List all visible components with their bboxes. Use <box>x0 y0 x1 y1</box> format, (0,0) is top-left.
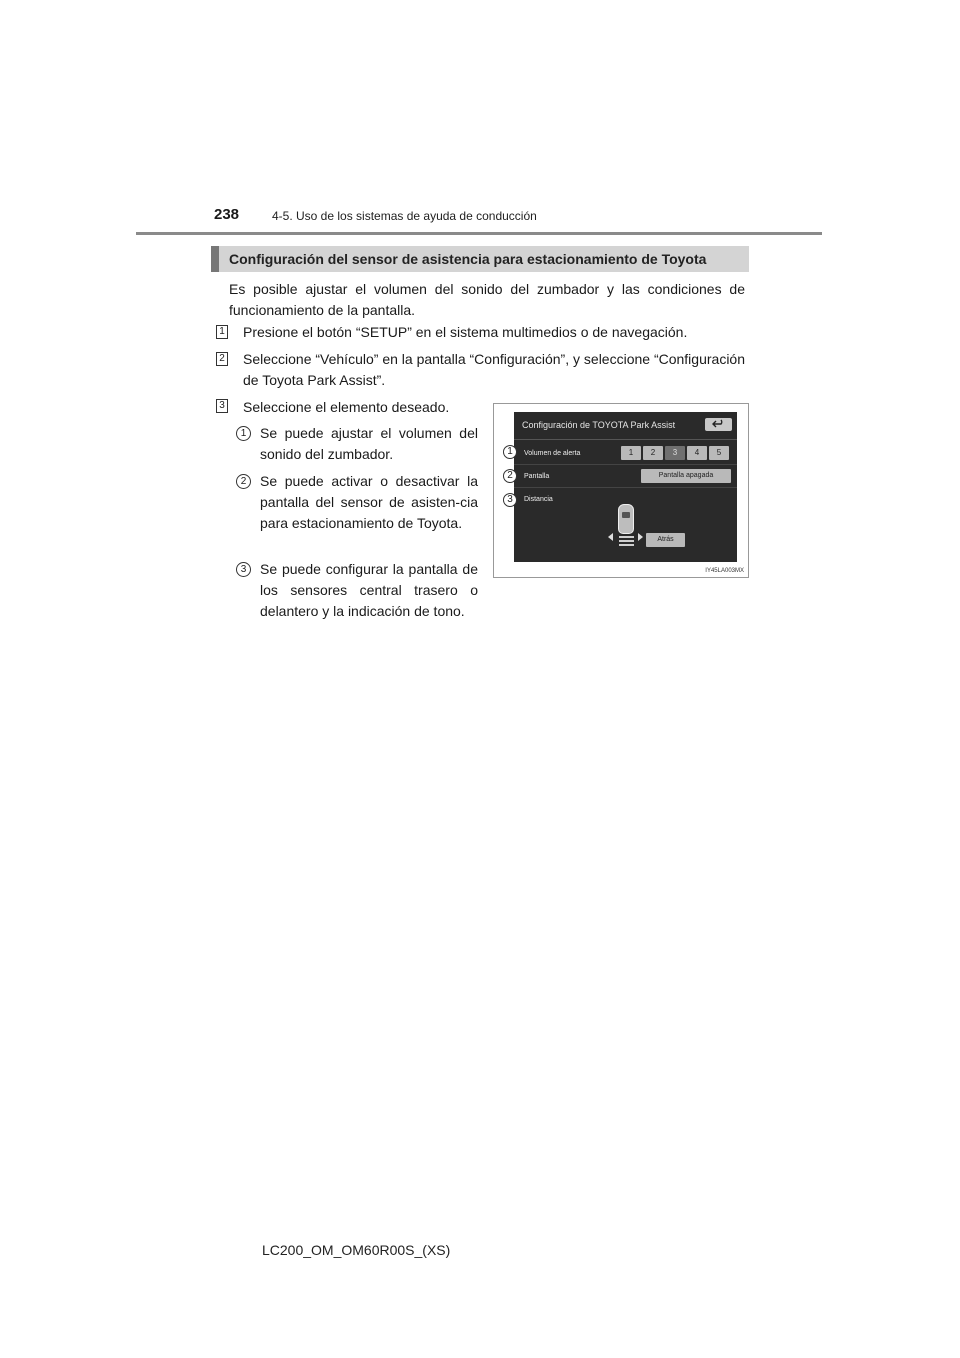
level-button-5: 5 <box>709 446 729 460</box>
row-divider <box>514 464 737 465</box>
step-number-3: 3 <box>216 399 228 413</box>
right-arrow-icon <box>638 533 643 541</box>
sensor-bar-icon <box>619 536 634 538</box>
step-number-2: 2 <box>216 352 228 366</box>
row-label-display: Pantalla <box>524 473 550 480</box>
step-text-1: Presione el botón “SETUP” en el sistema multimedios o de navegación. <box>243 324 688 340</box>
header-rule <box>136 232 822 235</box>
section-title-bar <box>211 246 749 272</box>
row-label-alert-volume: Volumen de alerta <box>524 450 581 457</box>
sub-item-number-1: 1 <box>236 426 251 441</box>
page-number: 238 <box>214 206 240 223</box>
sub-item-number-3: 3 <box>236 562 251 577</box>
figure-callout-2: 2 <box>503 469 517 483</box>
step-text-3: Seleccione el elemento deseado. <box>243 399 450 415</box>
level-button-2: 2 <box>643 446 663 460</box>
row-label-distance: Distancia <box>524 496 553 503</box>
sub-item-text-2: Se puede activar o desactivar la pantalla del sensor de asisten-cia para estacionamiento de Toyota. <box>260 473 478 531</box>
figure-callout-1: 1 <box>503 445 517 459</box>
level-button-1: 1 <box>621 446 641 460</box>
level-button-3: 3 <box>665 446 685 460</box>
car-icon <box>618 504 634 534</box>
back-arrow-icon <box>712 419 725 430</box>
sub-item-text-1: Se puede ajustar el volumen del sonido del zumbador. <box>260 425 478 462</box>
intro-paragraph: Es posible ajustar el volumen del sonido del zumbador y las condiciones de funcionamiento de la pantalla. <box>229 281 745 318</box>
sub-item-number-2: 2 <box>236 474 251 489</box>
display-off-button: Pantalla apagada <box>641 469 731 483</box>
screen-divider <box>514 439 737 440</box>
car-window <box>622 512 630 518</box>
footer-doc-code: LC200_OM_OM60R00S_(XS) <box>262 1242 451 1258</box>
back-button <box>705 418 732 431</box>
row-divider <box>514 487 737 488</box>
step-number-1: 1 <box>216 325 228 339</box>
section-path: 4-5. Uso de los sistemas de ayuda de conducción <box>272 209 537 223</box>
left-arrow-icon <box>608 533 613 541</box>
section-title: Configuración del sensor de asistencia para estacionamiento de Toyota <box>229 251 707 267</box>
figure-callout-3: 3 <box>503 493 517 507</box>
level-button-4: 4 <box>687 446 707 460</box>
sensor-bar-icon <box>619 544 634 546</box>
figure-code: IY45LA003MX <box>705 568 744 574</box>
sensor-bar-icon <box>619 540 634 542</box>
sub-item-text-3: Se puede configurar la pantalla de los sensores central trasero o delantero y la indicación de tono. <box>260 561 478 619</box>
park-assist-screen <box>514 412 737 562</box>
park-assist-figure <box>493 403 749 578</box>
screen-title: Configuración de TOYOTA Park Assist <box>522 420 676 430</box>
step-text-2: Seleccione “Vehículo” en la pantalla “Configuración”, y seleccione “Configuración de Toyota Park Assist”. <box>243 351 745 388</box>
atras-button: Atrás <box>646 533 685 547</box>
